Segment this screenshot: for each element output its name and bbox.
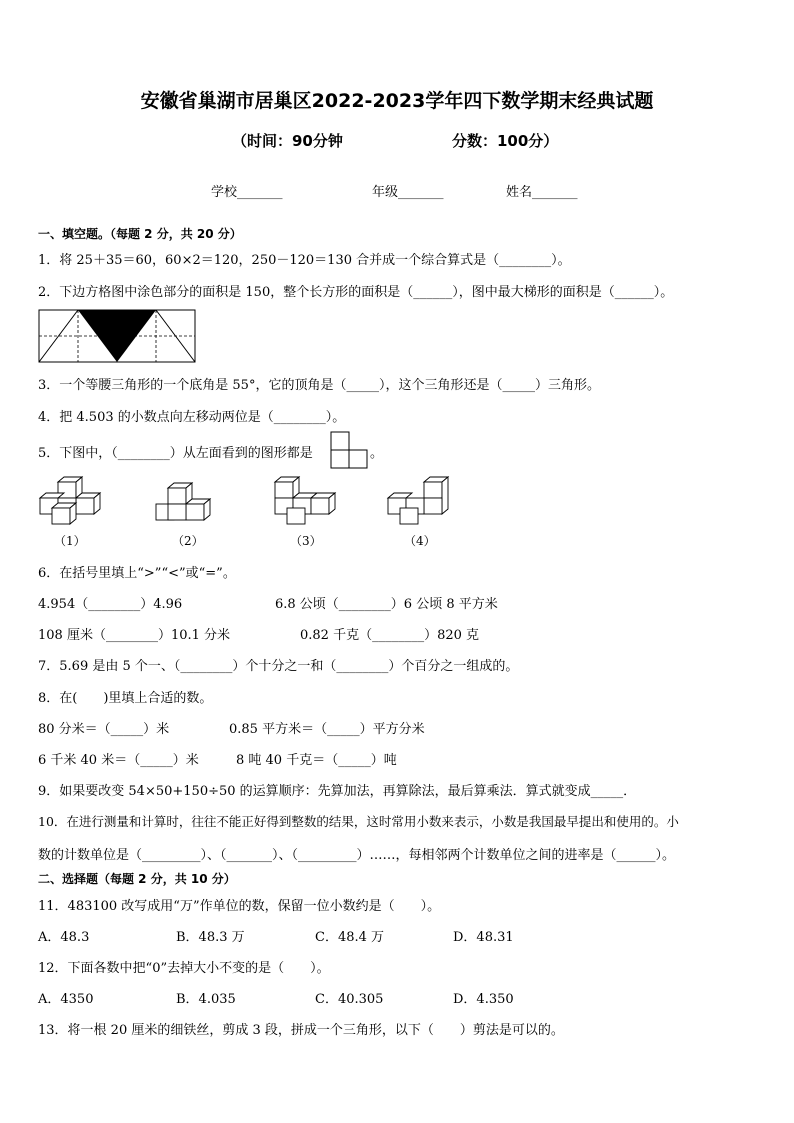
- question-8: 8．在( )里填上合适的数。: [38, 691, 213, 706]
- question-6-item-2: 6.8 公顷（________）6 公顷 8 平方米: [275, 597, 498, 612]
- section-heading-choice: 二、选择题（每题 2 分，共 10 分）: [38, 872, 236, 886]
- question-6-item-3: 108 厘米（________）10.1 分米: [38, 628, 231, 643]
- cube-figure-3: [271, 476, 341, 526]
- question-11-option-b[interactable]: B．48.3 万: [176, 930, 245, 945]
- question-6-item-1: 4.954（________）4.96: [38, 597, 183, 612]
- name-field[interactable]: 姓名_______: [506, 185, 578, 200]
- question-5: 5．下图中，（________）从左面看到的图形都是: [38, 446, 313, 461]
- question-12: 12．下面各数中把“0”去掉大小不变的是（ ）。: [38, 961, 330, 976]
- question-6: 6．在括号里填上“>”“<”或“=”。: [38, 566, 236, 581]
- question-3: 3．一个等腰三角形的一个底角是 55°，它的顶角是（_____），这个三角形还是（_____）三角形。: [38, 378, 600, 393]
- grade-field[interactable]: 年级_______: [372, 185, 444, 200]
- question-10-line-1: 10．在进行测量和计算时，往往不能正好得到整数的结果，这时常用小数来表示，小数是我国最早提出和使用的。小: [38, 814, 679, 829]
- question-7: 7．5.69 是由 5 个一、（________）个十分之一和（________）个百分之一组成的。: [38, 659, 519, 674]
- left-view-shape: [330, 431, 372, 469]
- question-9: 9．如果要改变 54×50+150÷50 的运算顺序：先算加法，再算除法，最后算乘法．算式就变成_____．: [38, 784, 637, 799]
- question-8-item-2: 0.85 平方米＝（_____）平方分米: [229, 722, 425, 737]
- school-field[interactable]: 学校_______: [211, 185, 283, 200]
- grid-figure: [38, 309, 196, 363]
- question-8-item-1: 80 分米＝（_____）米: [38, 722, 170, 737]
- question-12-option-c[interactable]: C．40.305: [315, 992, 384, 1007]
- cube-label-2: （2）: [172, 534, 204, 548]
- question-8-item-4: 8 吨 40 千克＝（_____）吨: [236, 753, 397, 768]
- question-8-item-3: 6 千米 40 米＝（_____）米: [38, 753, 199, 768]
- question-11-option-c[interactable]: C．48.4 万: [315, 930, 385, 945]
- page-title: 安徽省巢湖市居巢区2022-2023学年四下数学期末经典试题: [140, 90, 654, 112]
- question-13: 13．将一根 20 厘米的细铁丝，剪成 3 段，拼成一个三角形，以下（ ）剪法是可以的。: [38, 1023, 564, 1038]
- cube-label-3: （3）: [290, 534, 322, 548]
- cube-label-1: （1）: [54, 534, 86, 548]
- section-heading-fill-blank: 一、填空题。（每题 2 分，共 20 分）: [38, 227, 242, 241]
- question-12-option-b[interactable]: B．4.035: [176, 992, 236, 1007]
- question-11-option-a[interactable]: A．48.3: [38, 930, 90, 945]
- question-5-end: 。: [370, 446, 384, 461]
- question-12-option-d[interactable]: D．4.350: [453, 992, 514, 1007]
- question-1: 1．将 25＋35＝60，60×2＝120，250－120＝130 合并成一个综合算式是（________）。: [38, 253, 571, 268]
- question-4: 4．把 4.503 的小数点向左移动两位是（________）。: [38, 410, 346, 425]
- exam-time: （时间：90分钟: [232, 132, 343, 150]
- cube-figure-1: [36, 476, 106, 526]
- exam-score: 分数：100分）: [452, 132, 559, 150]
- question-11: 11．483100 改写成用“万”作单位的数，保留一位小数约是（ ）。: [38, 899, 441, 914]
- question-12-option-a[interactable]: A．4350: [38, 992, 94, 1007]
- cube-label-4: （4）: [404, 534, 436, 548]
- cube-figure-2: [152, 476, 222, 526]
- question-10-line-2: 数的计数单位是（_________）、（_______）、（_________）……，每相邻两个计数单位之间的进率是（______）。: [38, 848, 676, 863]
- question-11-option-d[interactable]: D．48.31: [453, 930, 514, 945]
- question-2: 2．下边方格图中涂色部分的面积是 150，整个长方形的面积是（______），图中最大梯形的面积是（______）。: [38, 285, 674, 300]
- question-6-item-4: 0.82 千克（________）820 克: [300, 628, 480, 643]
- cube-figure-4: [384, 476, 454, 526]
